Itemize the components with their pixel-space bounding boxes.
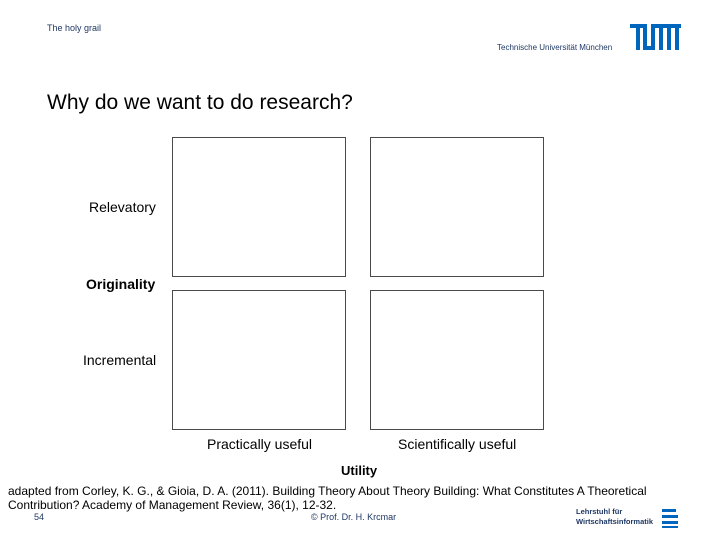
matrix-cell-relevatory-scientific	[370, 137, 544, 277]
col-label-scientifically-useful: Scientifically useful	[398, 436, 517, 452]
row-label-relevatory: Relevatory	[89, 199, 156, 215]
chair-logo-line1: Lehrstuhl für	[576, 507, 623, 516]
copyright: © Prof. Dr. H. Krcmar	[311, 512, 397, 522]
chair-logo-line2: Wirtschaftsinformatik	[576, 517, 654, 526]
matrix-cell-relevatory-practical	[172, 137, 346, 277]
axis-label-utility: Utility	[341, 463, 378, 478]
university-name: Technische Universität München	[497, 43, 613, 52]
chair-logo-icon	[660, 507, 680, 529]
page-number: 54	[34, 512, 45, 522]
matrix-cell-incremental-scientific	[370, 290, 544, 430]
col-label-practically-useful: Practically useful	[207, 436, 313, 452]
matrix-cell-incremental-practical	[172, 290, 346, 430]
chair-logo	[576, 507, 653, 527]
row-label-incremental: Incremental	[83, 352, 157, 368]
citation: adapted from Corley, K. G., & Gioia, D. A. (2011). Building Theory About Theory Building: What Constitutes A Theoretical Contribution? Academy of Management Review, 36(1), 12-32.	[8, 484, 647, 512]
tum-logo	[630, 24, 682, 52]
slide-title: Why do we want to do research?	[47, 91, 353, 114]
axis-label-originality: Originality	[86, 276, 156, 292]
header-title: The holy grail	[47, 23, 102, 33]
